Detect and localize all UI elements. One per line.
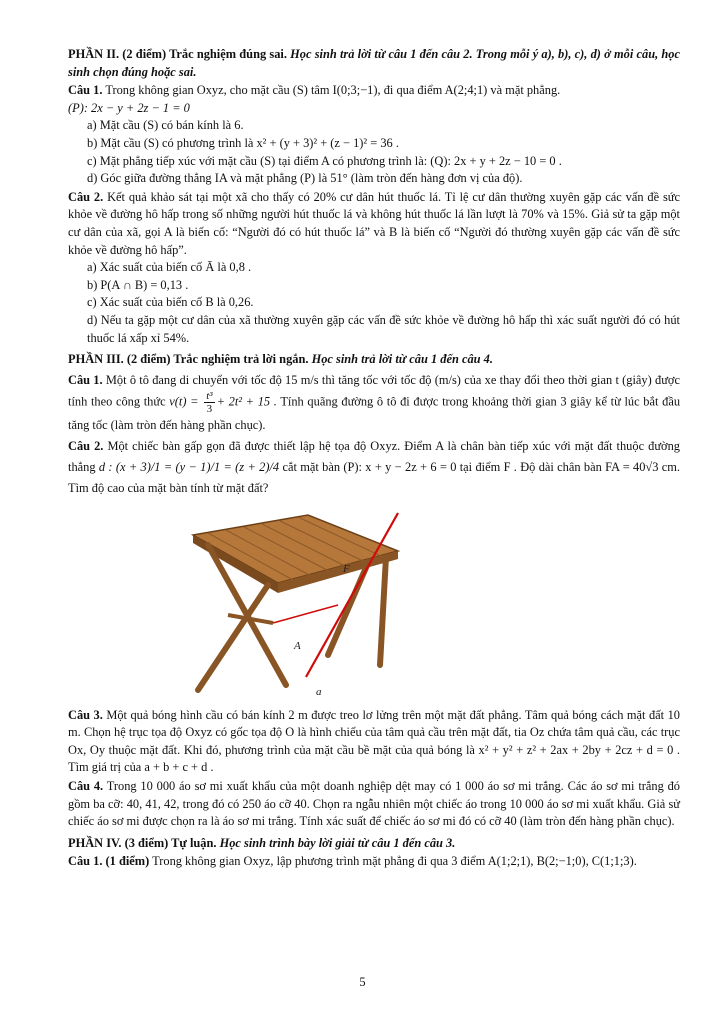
section-4-heading: PHẦN IV. (3 điểm) Tự luận. Học sinh trình bày lời giải từ câu 1 đến câu 3. <box>68 835 456 850</box>
velocity-fraction: $\frac{\text{t³}}{3}$ <box>206 389 213 415</box>
p2-q2-item-d: d) Nếu ta gặp một cư dân của xã thường xuyên gặp các vấn đề sức khỏe về đường hô hấp thì xác suất người đó có hút thuốc lá xấp xỉ 54%. <box>87 312 680 345</box>
p2-question-1: Câu 1. Trong không gian Oxyz, cho mặt cầu (S) tâm I(0;3;−1), đi qua điểm A(2;4;1) và mặt phẳng. <box>68 83 561 98</box>
point-F-label: F <box>343 562 350 575</box>
p2-q1-item-c: c) Mặt phẳng tiếp xúc với mặt cầu (S) tại điểm A có phương trình là: (Q): 2x + y + 2z − 10 = 0 . <box>87 153 562 168</box>
p2-q1-item-d: d) Góc giữa đường thẳng IA và mặt phẳng (P) là 51° (làm tròn đến hàng đơn vị của độ). <box>87 171 523 186</box>
folding-table-figure <box>68 505 680 701</box>
p2-q2-item-a: a) Xác suất của biến cố Ā là 0,8 . <box>87 260 252 275</box>
p3-question-3: Câu 3. Một quả bóng hình cầu có bán kính 2 m được treo lơ lửng trên một mặt đất phẳng. Tâm quả bóng cách mặt đất 10 m. Chọn hệ trục tọa độ Oxyz có gốc tọa độ O là hình chiếu của tâm quả cầu trên mặt đất, tia Oz chứa tâm quả cầu, các trục Ox, Oy thuộc mặt đất. Khi đó, phương trình của mặt cầu bề mặt của quả bóng là x² + y² + z² + 2ax + 2by + 2cz + d = 0 . Tìm giá trị của a + b + c + d . <box>68 707 680 775</box>
exam-page <box>68 44 680 871</box>
p2-question-2: Câu 2. Kết quả khảo sát tại một xã cho thấy có 20% cư dân hút thuốc lá. Tỉ lệ cư dân thường xuyên gặp các vấn đề sức khỏe về đường hô hấp trong số những người hút thuốc lá và không hút thuốc lá lần lượt là 70% và 15%. Giả sử ta gặp một cư dân của xã, gọi A là biến cố: “Người đó có hút thuốc lá” và B là biến cố “Người đó thường xuyên gặp các vấn đề sức khỏe về đường hô hấp”. <box>68 189 680 257</box>
p2-q1-item-a: a) Mặt cầu (S) có bán kính là 6. <box>87 118 244 133</box>
p3-question-1: Câu 1. Một ô tô đang di chuyển với tốc độ 15 m/s thì tăng tốc với tốc độ (m/s) của xe thay đổi theo thời gian t (giây) được tính theo công thức v(t) = $\frac{\text{t³}}{3}$ + 2t² + 15 . Tính quãng đường ô tô đi được trong khoảng thời gian 3 giây kể từ lúc bắt đầu tăng tốc (làm tròn đến hàng phần chục). <box>68 372 681 432</box>
line-a-label: a <box>316 685 322 698</box>
p2-q2-item-b: b) P(A ∩ B) = 0,13 . <box>87 277 189 292</box>
p2-q2-item-c: c) Xác suất của biến cố B là 0,26. <box>87 295 254 310</box>
page-number: 5 <box>359 975 366 989</box>
p2-q1-item-b: b) Mặt cầu (S) có phương trình là x² + (y + 3)² + (z − 1)² = 36 . <box>87 135 399 150</box>
p4-question-1: Câu 1. (1 điểm) Trong không gian Oxyz, lập phương trình mặt phẳng đi qua 3 điểm A(1;2;1), B(2;−1;0), C(1;1;3). <box>68 854 637 869</box>
p3-question-2: Câu 2. Một chiếc bàn gấp gọn đã được thiết lập hệ tọa độ Oxyz. Điểm A là chân bàn tiếp xúc với mặt đất thuộc đường thẳng d : (x + 3)/1 = (y − 1)/1 = (z + 2)/4 cắt mặt bàn (P): x + y − 2z + 6 = 0 tại điểm F . Độ dài chân bàn FA = 40√3 cm. Tìm độ cao của mặt bàn tính từ mặt đất? <box>68 438 680 495</box>
folding-table-drawing <box>68 505 680 701</box>
p3-question-4: Câu 4. Trong 10 000 áo sơ mi xuất khẩu của một doanh nghiệp dệt may có 1 000 áo sơ mi trắng. Các áo sơ mi trắng đó gồm ba cỡ: 40, 41, 42, trong đó có 250 áo cỡ 40. Chọn ra ngẫu nhiên một chiếc áo trong 10 000 áo sơ mi xuất khẩu. Giả sử chiếc áo sơ mi được chọn ra là áo sơ mi trắng. Tính xác suất để chiếc áo sơ mi đó có cỡ 40 (làm tròn đến hàng phần chục). <box>68 779 680 829</box>
p2-q1-plane: (P): 2x − y + 2z − 1 = 0 <box>68 100 190 115</box>
line-fa-segment <box>273 605 338 623</box>
section-2-heading: PHẦN II. (2 điểm) Trắc nghiệm đúng sai. Học sinh trả lời từ câu 1 đến câu 2. Trong mỗi ý a), b), c), d) ở mỗi câu, học sinh chọn đúng hoặc sai. <box>68 47 680 79</box>
point-A-label: A <box>294 639 301 652</box>
section-3-heading: PHẦN III. (2 điểm) Trắc nghiệm trả lời ngắn. Học sinh trả lời từ câu 1 đến câu 4. <box>68 352 493 367</box>
